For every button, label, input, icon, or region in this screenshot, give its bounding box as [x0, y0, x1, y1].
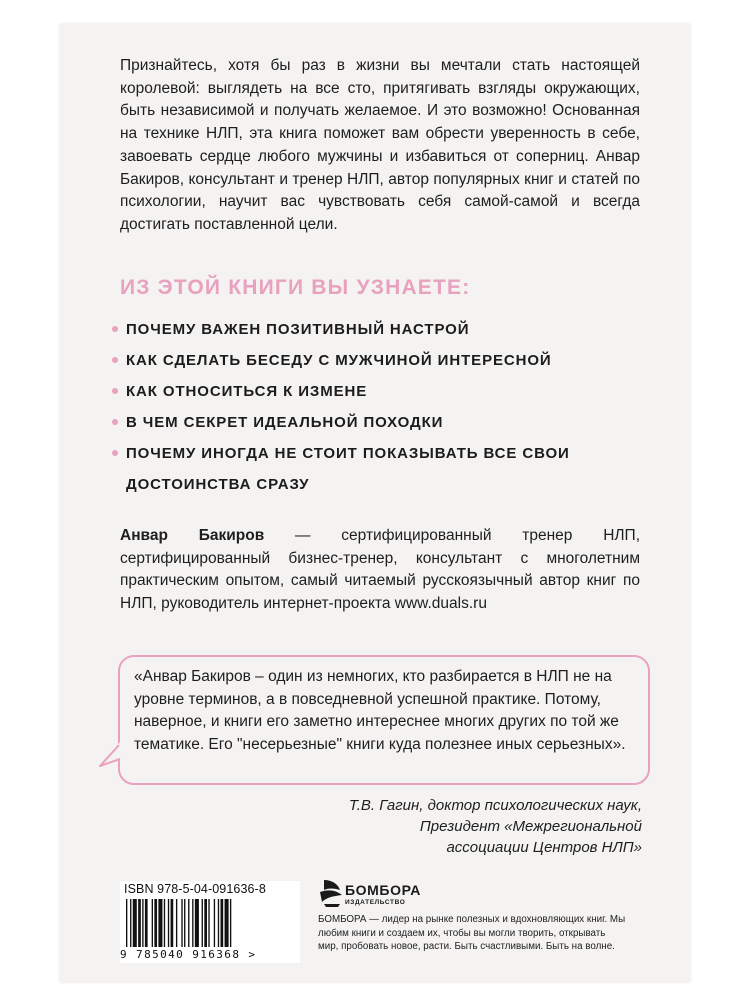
- learn-item-text: КАК СДЕЛАТЬ БЕСЕДУ С МУЖЧИНОЙ ИНТЕРЕСНОЙ: [126, 352, 552, 369]
- learn-item: [112, 345, 672, 376]
- publisher-brand-sub: ИЗДАТЕЛЬСТВО: [345, 899, 406, 906]
- learn-item: [112, 376, 672, 407]
- signature-line: Президент «Межрегиональной: [419, 818, 642, 835]
- publisher-brand: БОМБОРА: [345, 882, 421, 898]
- signature-line: ассоциации Центров НЛП»: [446, 839, 642, 856]
- learn-item: [112, 314, 672, 345]
- learn-item-text: КАК ОТНОСИТЬСЯ К ИЗМЕНЕ: [126, 383, 368, 400]
- quote-text: «Анвар Бакиров – один из немногих, кто разбирается в НЛП не на уровне терминов, а в повседневной успешной практике. Потому, наверное, и книги его заметно интереснее многих других по той же тематике. Его "несерьезные" книги куда полезнее иных серьезных».: [134, 668, 626, 753]
- author-name: Анвар Бакиров: [120, 527, 265, 544]
- isbn-text: ISBN 978-5-04-091636-8: [124, 882, 266, 896]
- blurb-text: Признайтесь, хотя бы раз в жизни вы мечтали стать настоящей королевой: выглядеть на все сто, притягивать взгляды окружающих, быть независимой и получать желаемое. И это возможно! Основанная на технике НЛП, эта книга поможет вам обрести уверенность в себе, завоевать сердце любого мужчины и избавиться от соперниц. Анвар Бакиров, консультант и тренер НЛП, автор популярных книг и статей по психологии, научит вас чувствовать себя самой-самой и всегда достигать поставленной цели.: [120, 57, 640, 233]
- barcode-icon: [124, 899, 296, 949]
- author-bio: [120, 525, 640, 615]
- learn-section-title: ИЗ ЭТОЙ КНИГИ ВЫ УЗНАЕТЕ:: [120, 276, 471, 299]
- learn-list: [112, 314, 672, 500]
- bullet-dot-icon: [112, 419, 118, 425]
- learn-item: [112, 407, 672, 438]
- bullet-dot-icon: [112, 388, 118, 394]
- bullet-dot-icon: [112, 450, 118, 456]
- signature-line: Т.В. Гагин, доктор психологических наук,: [348, 797, 642, 814]
- publisher-description: БОМБОРА — лидер на рынке полезных и вдохновляющих книг. Мы любим книги и создаем их, чтобы вы могли творить, открывать мир, пробовать новое, расти. Быть счастливыми. Быть на волне.: [318, 914, 626, 953]
- barcode-digits: 9 785040 916368 >: [120, 948, 257, 961]
- learn-item-text: В ЧЕМ СЕКРЕТ ИДЕАЛЬНОЙ ПОХОДКИ: [126, 414, 444, 431]
- bullet-dot-icon: [112, 357, 118, 363]
- learn-item: [112, 438, 672, 500]
- bombora-leaf-icon: [318, 878, 344, 908]
- author-bio-text: — сертифицированный тренер НЛП, сертифицированный бизнес-тренер, консультант с многолетним практическим опытом, самый читаемый русскоязычный автор книг по НЛП, руководитель интернет-проекта www.duals.ru: [120, 527, 641, 612]
- learn-item-text: ПОЧЕМУ ВАЖЕН ПОЗИТИВНЫЙ НАСТРОЙ: [126, 321, 470, 338]
- quote-signature: [242, 795, 642, 858]
- learn-item-text: ПОЧЕМУ ИНОГДА НЕ СТОИТ ПОКАЗЫВАТЬ ВСЕ СВОИ ДОСТОИНСТВА СРАЗУ: [126, 445, 570, 493]
- speech-bubble-tail-icon: [98, 740, 128, 770]
- bullet-dot-icon: [112, 326, 118, 332]
